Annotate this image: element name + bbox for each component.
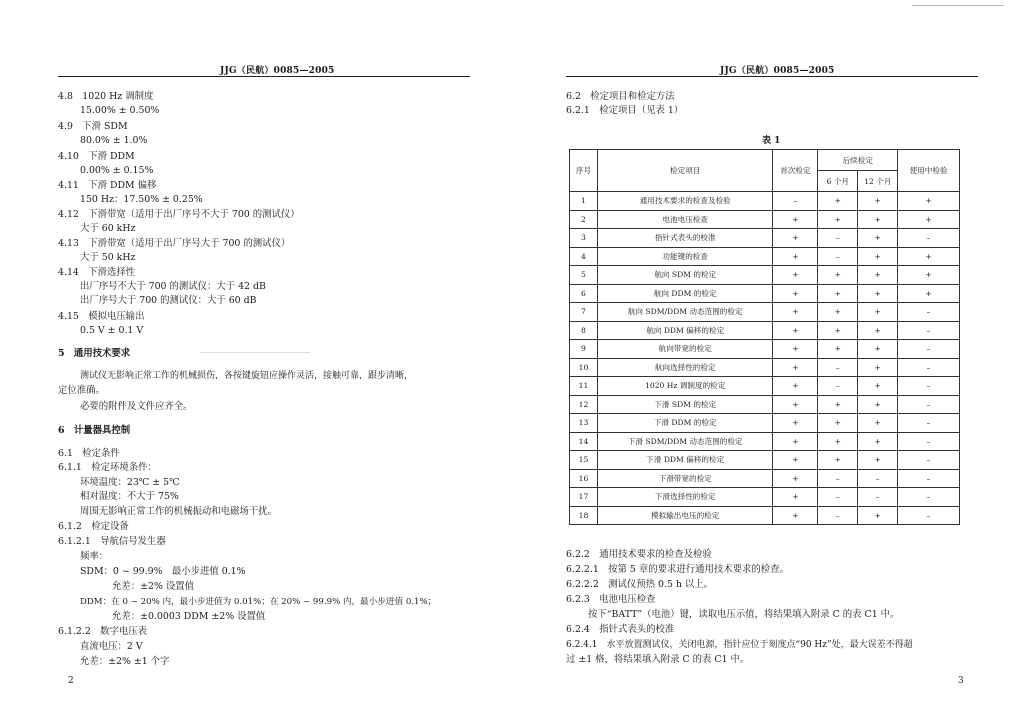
cell-first: + — [773, 395, 818, 414]
col-12m-header: 12 个月 — [858, 171, 898, 192]
table-row — [570, 340, 960, 359]
subsection-title: 6.2.1 检定项目（见表 1） — [566, 105, 684, 116]
cell-6m: + — [818, 451, 858, 470]
col-6m-header: 6 个月 — [818, 171, 858, 192]
table-row — [570, 192, 960, 211]
cell-seq: 3 — [570, 229, 598, 248]
text-line: 6.1 检定条件 — [58, 448, 120, 459]
cell-seq: 4 — [570, 247, 598, 266]
cell-seq: 2 — [570, 210, 598, 229]
table-row — [570, 414, 960, 433]
cell-item: 指针式表头的校准 — [597, 229, 773, 248]
cell-in-use: + — [898, 247, 960, 266]
text-line: 周围无影响正常工作的机械振动和电磁场干扰。 — [80, 506, 277, 517]
page-header: JJG（民航）0085—2005 — [720, 66, 835, 76]
cell-6m: – — [818, 358, 858, 377]
table-row — [570, 432, 960, 451]
scan-speck — [200, 352, 310, 353]
cell-6m: – — [818, 247, 858, 266]
text-line: 定位准确。 — [58, 385, 105, 396]
table-caption: 表 1 — [762, 136, 781, 146]
cell-in-use: – — [898, 395, 960, 414]
cell-in-use: + — [898, 284, 960, 303]
cell-12m: + — [858, 377, 898, 396]
cell-6m: – — [818, 469, 858, 488]
cell-6m: + — [818, 321, 858, 340]
table-row — [570, 284, 960, 303]
table-body — [570, 192, 960, 525]
text-line: 4.15 模拟电压输出 — [58, 311, 145, 322]
text-line: 4.9 下滑 SDM — [58, 121, 128, 132]
cell-first: + — [773, 210, 818, 229]
text-line: 6.1.2.1 导航信号发生器 — [58, 536, 166, 547]
cell-6m: + — [818, 303, 858, 322]
cell-in-use: – — [898, 229, 960, 248]
col-seq-header: 序号 — [570, 150, 598, 192]
text-line: 6.2.2.2 测试仪预热 0.5 h 以上。 — [566, 579, 714, 590]
text-line: 4.12 下滑带宽（适用于出厂序号不大于 700 的测试仪） — [58, 209, 300, 220]
cell-in-use: – — [898, 414, 960, 433]
cell-first: + — [773, 321, 818, 340]
scan-speck — [912, 5, 1004, 6]
cell-12m: + — [858, 210, 898, 229]
page-number: 2 — [68, 676, 74, 686]
cell-item: 下滑 SDM/DDM 动态范围的检定 — [597, 432, 773, 451]
text-line: 允差：±0.0003 DDM ±2% 设置值 — [112, 611, 266, 622]
cell-12m: + — [858, 284, 898, 303]
cell-12m: + — [858, 414, 898, 433]
cell-seq: 15 — [570, 451, 598, 470]
text-line: 过 ±1 格，将结果填入附录 C 的表 C1 中。 — [566, 654, 750, 665]
text-line: 6.2.2 通用技术要求的检查及检验 — [566, 549, 712, 560]
cell-12m: + — [858, 506, 898, 525]
section-heading: 5 通用技术要求 — [58, 348, 131, 359]
cell-in-use: – — [898, 451, 960, 470]
text-line: 必要的附件及文件应齐全。 — [80, 401, 193, 412]
cell-6m: + — [818, 340, 858, 359]
cell-seq: 18 — [570, 506, 598, 525]
cell-first: + — [773, 266, 818, 285]
cell-first: – — [773, 192, 818, 211]
text-line: 6.1.1 检定环境条件： — [58, 462, 157, 473]
text-line: 6.2.4.1 水平放置测试仪，关闭电源，指针应位于刻度点“90 Hz”处，最大误差不得超 — [566, 640, 913, 650]
cell-6m: + — [818, 266, 858, 285]
cell-seq: 16 — [570, 469, 598, 488]
text-line: 大于 50 kHz — [80, 252, 136, 263]
text-line: 150 Hz：17.50% ± 0.25% — [80, 194, 203, 205]
table-row — [570, 358, 960, 377]
text-line: DDM：在 0 ~ 20% 内，最小步进值为 0.01%；在 20% ~ 99.9% 内，最小步进值 0.1%； — [80, 597, 437, 607]
cell-item: 通用技术要求的检查及检验 — [597, 192, 773, 211]
text-line: 15.00% ± 0.50% — [80, 105, 160, 116]
table-row — [570, 377, 960, 396]
cell-seq: 14 — [570, 432, 598, 451]
text-line: 4.14 下滑选择性 — [58, 267, 136, 278]
text-line: 6.2.2.1 按第 5 章的要求进行通用技术要求的检查。 — [566, 564, 789, 575]
table-row — [570, 469, 960, 488]
text-line: 0.00% ± 0.15% — [80, 165, 154, 176]
text-line: 允差：±2% ±1 个字 — [80, 656, 170, 667]
cell-6m: – — [818, 377, 858, 396]
text-line: 0.5 V ± 0.1 V — [80, 325, 144, 336]
cell-first: + — [773, 451, 818, 470]
cell-item: 1020 Hz 调制度的检定 — [597, 377, 773, 396]
cell-in-use: + — [898, 210, 960, 229]
cell-in-use: – — [898, 506, 960, 525]
header-rule — [566, 76, 978, 77]
table-row — [570, 247, 960, 266]
cell-seq: 11 — [570, 377, 598, 396]
cell-in-use: – — [898, 469, 960, 488]
table-row — [570, 210, 960, 229]
cell-in-use: + — [898, 192, 960, 211]
cell-seq: 17 — [570, 488, 598, 507]
text-line: SDM：0 ~ 99.9% 最小步进值 0.1% — [80, 566, 246, 577]
cell-first: + — [773, 229, 818, 248]
cell-first: + — [773, 469, 818, 488]
text-line: 4.13 下滑带宽（适用于出厂序号大于 700 的测试仪） — [58, 238, 291, 249]
text-line: 环境温度：23℃ ± 5℃ — [80, 477, 180, 488]
text-line: 允差：±2% 设置值 — [112, 581, 194, 592]
page-header: JJG（民航）0085—2005 — [220, 66, 335, 76]
cell-in-use: – — [898, 432, 960, 451]
cell-in-use: – — [898, 488, 960, 507]
cell-in-use: – — [898, 321, 960, 340]
cell-seq: 9 — [570, 340, 598, 359]
cell-item: 下滑 DDM 的检定 — [597, 414, 773, 433]
cell-seq: 8 — [570, 321, 598, 340]
text-line: 6.2.4 指针式表头的校准 — [566, 624, 675, 635]
cell-6m: – — [818, 506, 858, 525]
text-line: 4.10 下滑 DDM — [58, 151, 135, 162]
cell-seq: 13 — [570, 414, 598, 433]
cell-item: 下滑 DDM 偏移的检定 — [597, 451, 773, 470]
table-row — [570, 506, 960, 525]
cell-in-use: – — [898, 340, 960, 359]
table-header-row — [570, 150, 960, 171]
table-row — [570, 266, 960, 285]
table-row — [570, 321, 960, 340]
cell-item: 航向 SDM/DDM 动态范围的检定 — [597, 303, 773, 322]
col-in-use-header: 使用中检验 — [898, 150, 960, 192]
text-line: 相对湿度：不大于 75% — [80, 491, 179, 502]
cell-12m: + — [858, 395, 898, 414]
page-number: 3 — [958, 676, 964, 686]
cell-seq: 1 — [570, 192, 598, 211]
cell-in-use: – — [898, 358, 960, 377]
cell-6m: + — [818, 210, 858, 229]
cell-12m: + — [858, 358, 898, 377]
table-row — [570, 488, 960, 507]
cell-12m: + — [858, 303, 898, 322]
cell-12m: – — [858, 488, 898, 507]
cell-in-use: + — [898, 266, 960, 285]
cell-item: 电池电压检查 — [597, 210, 773, 229]
cell-12m: + — [858, 321, 898, 340]
cell-item: 下滑选择性的检定 — [597, 488, 773, 507]
cell-6m: + — [818, 432, 858, 451]
text-line: 4.11 下滑 DDM 偏移 — [58, 180, 157, 191]
text-line: 出厂序号不大于 700 的测试仪：大于 42 dB — [80, 281, 266, 292]
cell-first: + — [773, 414, 818, 433]
text-line: 4.8 1020 Hz 调制度 — [58, 91, 154, 102]
inspection-items-table — [569, 149, 960, 525]
cell-first: + — [773, 247, 818, 266]
cell-item: 航向 SDM 的检定 — [597, 266, 773, 285]
cell-6m: + — [818, 192, 858, 211]
cell-first: + — [773, 303, 818, 322]
text-line: 直流电压：2 V — [80, 641, 143, 652]
text-line: 大于 60 kHz — [80, 223, 136, 234]
cell-first: + — [773, 358, 818, 377]
cell-seq: 7 — [570, 303, 598, 322]
col-first-header: 首次检定 — [773, 150, 818, 192]
table-row — [570, 451, 960, 470]
text-line: 6.1.2.2 数字电压表 — [58, 626, 148, 637]
table-row — [570, 303, 960, 322]
table-row — [570, 229, 960, 248]
cell-12m: + — [858, 451, 898, 470]
cell-in-use: – — [898, 303, 960, 322]
cell-item: 功能键的检查 — [597, 247, 773, 266]
cell-first: + — [773, 377, 818, 396]
cell-first: + — [773, 340, 818, 359]
cell-item: 下滑带宽的检定 — [597, 469, 773, 488]
text-line: 6.2.3 电池电压检查 — [566, 594, 656, 605]
cell-first: + — [773, 506, 818, 525]
cell-12m: – — [858, 469, 898, 488]
text-line: 6.1.2 检定设备 — [58, 521, 129, 532]
cell-first: + — [773, 432, 818, 451]
cell-item: 模拟输出电压的检定 — [597, 506, 773, 525]
cell-12m: + — [858, 432, 898, 451]
section-heading: 6 计量器具控制 — [58, 425, 131, 436]
text-line: 测试仪无影响正常工作的机械损伤，各按键旋钮应操作灵活，接触可靠，跟步清晰， — [80, 371, 414, 381]
cell-seq: 5 — [570, 266, 598, 285]
cell-6m: – — [818, 229, 858, 248]
cell-item: 航向 DDM 的检定 — [597, 284, 773, 303]
header-rule — [58, 76, 470, 77]
cell-first: + — [773, 488, 818, 507]
cell-first: + — [773, 284, 818, 303]
cell-item: 航向选择性的检定 — [597, 358, 773, 377]
text-line: 频率： — [80, 551, 109, 562]
col-item-header: 检定项目 — [597, 150, 773, 192]
cell-12m: + — [858, 266, 898, 285]
cell-6m: + — [818, 284, 858, 303]
cell-12m: + — [858, 192, 898, 211]
cell-seq: 12 — [570, 395, 598, 414]
cell-6m: – — [818, 488, 858, 507]
cell-12m: + — [858, 340, 898, 359]
cell-12m: + — [858, 247, 898, 266]
section-title: 6.2 检定项目和检定方法 — [566, 91, 675, 102]
cell-6m: + — [818, 395, 858, 414]
text-line: 出厂序号大于 700 的测试仪：大于 60 dB — [80, 295, 257, 306]
text-line: 80.0% ± 1.0% — [80, 135, 148, 146]
col-subsequent-header: 后续检定 — [818, 150, 898, 171]
cell-in-use: – — [898, 377, 960, 396]
cell-item: 下滑 SDM 的检定 — [597, 395, 773, 414]
cell-12m: + — [858, 229, 898, 248]
cell-seq: 6 — [570, 284, 598, 303]
cell-seq: 10 — [570, 358, 598, 377]
cell-6m: + — [818, 414, 858, 433]
text-line: 按下“BATT”（电池）键，读取电压示值，将结果填入附录 C 的表 C1 中。 — [588, 609, 900, 620]
table-row — [570, 395, 960, 414]
cell-item: 航向带宽的检定 — [597, 340, 773, 359]
cell-item: 航向 DDM 偏移的检定 — [597, 321, 773, 340]
